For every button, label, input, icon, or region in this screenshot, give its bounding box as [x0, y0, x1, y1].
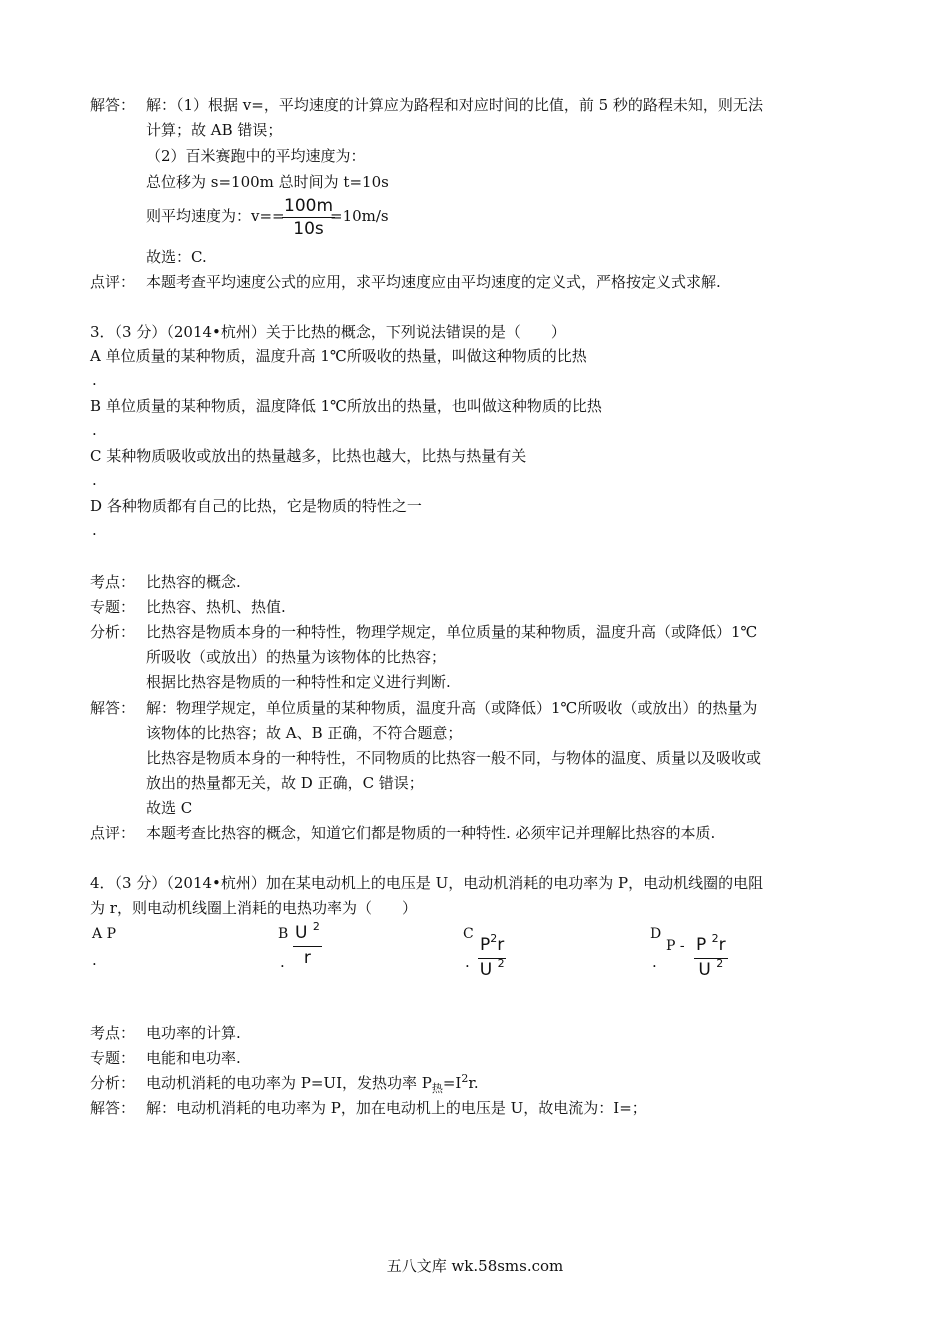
answer-line: （2）百米赛跑中的平均速度为：: [146, 147, 366, 165]
option-text: 某种物质吸收或放出的热量越多，比热也越大，比热与热量有关: [106, 447, 527, 465]
option-text: 单位质量的某种物质，温度降低 1℃所放出的热量，也叫做这种物质的比热: [105, 397, 602, 415]
q3-option-c: [90, 446, 526, 466]
jieda-label: 解答：: [90, 699, 136, 717]
answer-line: 总位移为 s=100m 总时间为 t=10s: [146, 173, 389, 191]
numerator-base: P: [480, 935, 491, 955]
q3-option-b: [90, 396, 602, 416]
fenxi-line: 比热容是物质本身的一种特性，物理学规定，单位质量的某种物质，温度升高（或降低）1℃: [146, 623, 758, 641]
kaodian-text: 比热容的概念.: [146, 573, 241, 591]
fenxi-label: 分析：: [90, 623, 136, 641]
option-letter: D: [650, 926, 662, 942]
velocity-fraction: [282, 195, 335, 240]
dianping-text: 本题考查比热容的概念，知道它们都是物质的一种特性. 必须牢记并理解比热容的本质.: [146, 824, 716, 842]
answer-line: 则平均速度为：v==: [146, 207, 285, 225]
option-dot: .: [280, 953, 285, 971]
question-4-stem: 4．（3 分）（2014•杭州）加在某电动机上的电压是 U，电动机消耗的电功率为 P，电动机线圈的电阻: [90, 874, 764, 892]
option-dot: .: [92, 471, 97, 489]
option-text: P: [106, 926, 116, 942]
jieda-line: 比热容是物质本身的一种特性，不同物质的比热容一般不同，与物体的温度、质量以及吸收或: [146, 749, 762, 767]
denominator-base: U: [698, 960, 711, 980]
option-letter: C: [463, 926, 474, 942]
numerator-exponent: 2: [490, 932, 498, 945]
zhuanti-label: 专题：: [90, 598, 136, 616]
answer-label: 解答：: [90, 96, 136, 114]
option-letter: A: [92, 926, 103, 942]
fenxi-line: [146, 1073, 479, 1095]
question-4-stem: 为 r，则电动机线圈上消耗的电热功率为（ ）: [90, 899, 417, 917]
kaodian-label: 考点：: [90, 1024, 136, 1042]
fraction-numerator: 100m: [284, 196, 334, 216]
answer-line: 解：（1）根据 v=，平均速度的计算应为路程和对应时间的比值，前 5 秒的路程未知，则无法: [146, 96, 763, 114]
footer-watermark: 五八文库 wk.58sms.com: [386, 1257, 564, 1275]
option-text: 单位质量的某种物质，温度升高 1℃所吸收的热量，叫做这种物质的比热: [105, 347, 587, 365]
q3-option-a: [90, 346, 587, 366]
jieda-line: 解：电动机消耗的电功率为 P，加在电动机上的电压是 U，故电流为：I=；: [146, 1099, 647, 1117]
numerator-tail: r: [497, 935, 505, 955]
jieda-line: 该物体的比热容；故 A、B 正确，不符合题意；: [146, 724, 463, 742]
comment-label: 点评：: [90, 273, 136, 291]
numerator-exponent: 2: [711, 932, 719, 945]
numerator-base: U: [295, 923, 308, 943]
fenxi-superscript: 2: [461, 1072, 469, 1085]
option-letter: A: [90, 347, 101, 365]
option-dot: .: [92, 951, 97, 969]
option-dot: .: [652, 953, 657, 971]
fenxi-subscript: 热: [431, 1082, 443, 1095]
fenxi-line: 所吸收（或放出）的热量为该物体的比热容；: [146, 648, 447, 666]
dianping-label: 点评：: [90, 824, 136, 842]
q4-option-b-fraction: [293, 922, 322, 969]
denominator-base: U: [479, 960, 493, 980]
numerator-tail: r: [718, 935, 726, 955]
numerator-base: P: [696, 935, 707, 955]
option-letter: B: [278, 926, 289, 942]
option-text: 各种物质都有自己的比热，它是物质的特性之一: [106, 497, 422, 515]
fenxi-text: =I: [442, 1074, 462, 1092]
q4-option-a: [92, 925, 116, 943]
kaodian-text: 电功率的计算.: [146, 1024, 241, 1042]
option-prefix: P -: [666, 938, 685, 954]
comment-text: 本题考查平均速度公式的应用，求平均速度应由平均速度的定义式，严格按定义式求解.: [146, 273, 721, 291]
jieda-label: 解答：: [90, 1099, 136, 1117]
zhuanti-label: 专题：: [90, 1049, 136, 1067]
option-letter: C: [90, 447, 102, 465]
answer-line: 故选：C.: [146, 248, 207, 266]
zhuanti-text: 电能和电功率.: [146, 1049, 241, 1067]
kaodian-label: 考点：: [90, 573, 136, 591]
denominator-exponent: 2: [716, 957, 724, 970]
q3-option-d: [90, 496, 422, 516]
numerator-exponent: 2: [312, 920, 320, 933]
fenxi-text: 电动机消耗的电功率为 P=UI，发热功率 P: [146, 1074, 432, 1092]
option-dot: .: [92, 521, 97, 539]
option-dot: .: [92, 421, 97, 439]
fenxi-label: 分析：: [90, 1074, 136, 1092]
q4-option-d-fraction: [694, 934, 728, 983]
option-letter: D: [90, 497, 103, 515]
question-3-stem: 3．（3 分）（2014•杭州）关于比热的概念，下列说法错误的是（ ）: [90, 323, 566, 341]
jieda-line: 解：物理学规定，单位质量的某种物质，温度升高（或降低）1℃所吸收（或放出）的热量为: [146, 699, 758, 717]
zhuanti-text: 比热容、热机、热值.: [146, 598, 286, 616]
fenxi-line: 根据比热容是物质的一种特性和定义进行判断.: [146, 673, 451, 691]
fenxi-text: r.: [468, 1074, 479, 1092]
fraction-denominator: 10s: [293, 219, 324, 239]
jieda-line: 放出的热量都无关，故 D 正确，C 错误；: [146, 774, 424, 792]
answer-line: =10m/s: [330, 207, 389, 225]
option-dot: .: [92, 371, 97, 389]
option-dot: .: [465, 953, 470, 971]
jieda-line: 故选 C: [146, 799, 193, 817]
q4-option-c-fraction: [478, 934, 506, 983]
denominator: r: [303, 948, 311, 968]
answer-line: 计算；故 AB 错误；: [146, 121, 283, 139]
denominator-exponent: 2: [497, 957, 505, 970]
option-letter: B: [90, 397, 102, 415]
